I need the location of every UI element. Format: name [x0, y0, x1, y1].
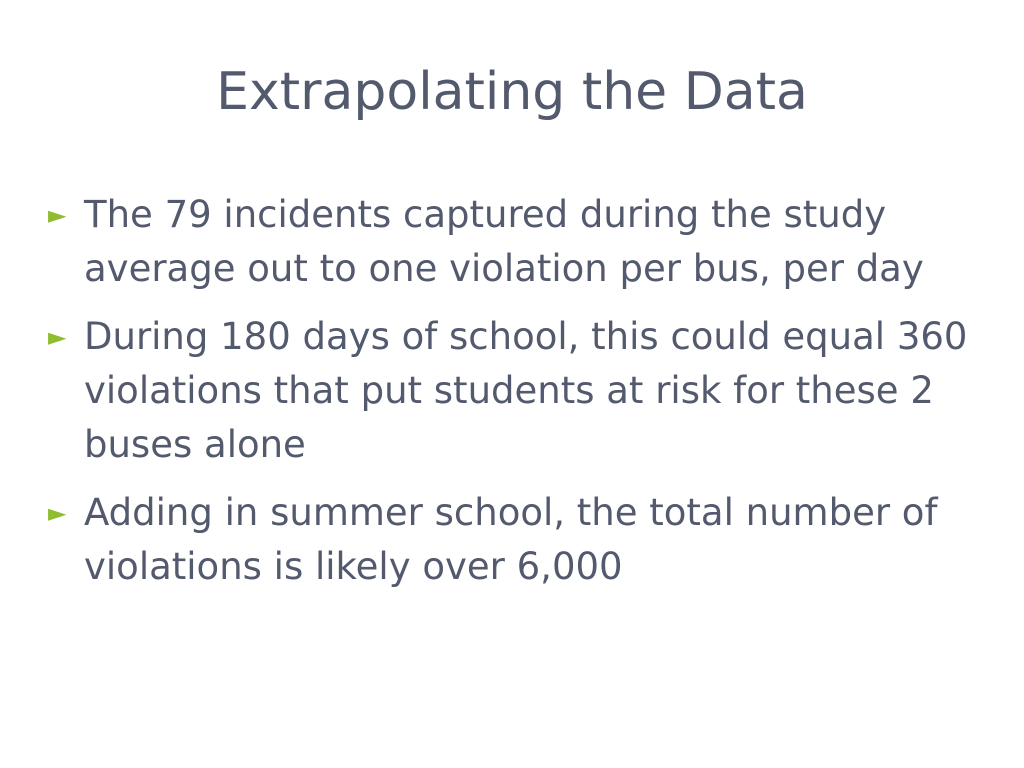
- bullet-text: During 180 days of school, this could equal 360 violations that put students at risk for these 2 buses alone: [84, 315, 968, 466]
- bullet-arrow-icon: ►: [48, 323, 67, 351]
- bullet-text: The 79 incidents captured during the study average out to one violation per bus, per day: [84, 193, 924, 290]
- bullet-text: Adding in summer school, the total number of violations is likely over 6,000: [84, 491, 938, 588]
- bullet-arrow-icon: ►: [48, 499, 67, 527]
- slide-title: Extrapolating the Data: [216, 62, 808, 122]
- bullet-item: [44, 486, 974, 594]
- bullet-list: [44, 188, 974, 608]
- bullet-arrow-icon: ►: [48, 201, 67, 229]
- bullet-item: [44, 188, 974, 296]
- bullet-item: [44, 310, 974, 472]
